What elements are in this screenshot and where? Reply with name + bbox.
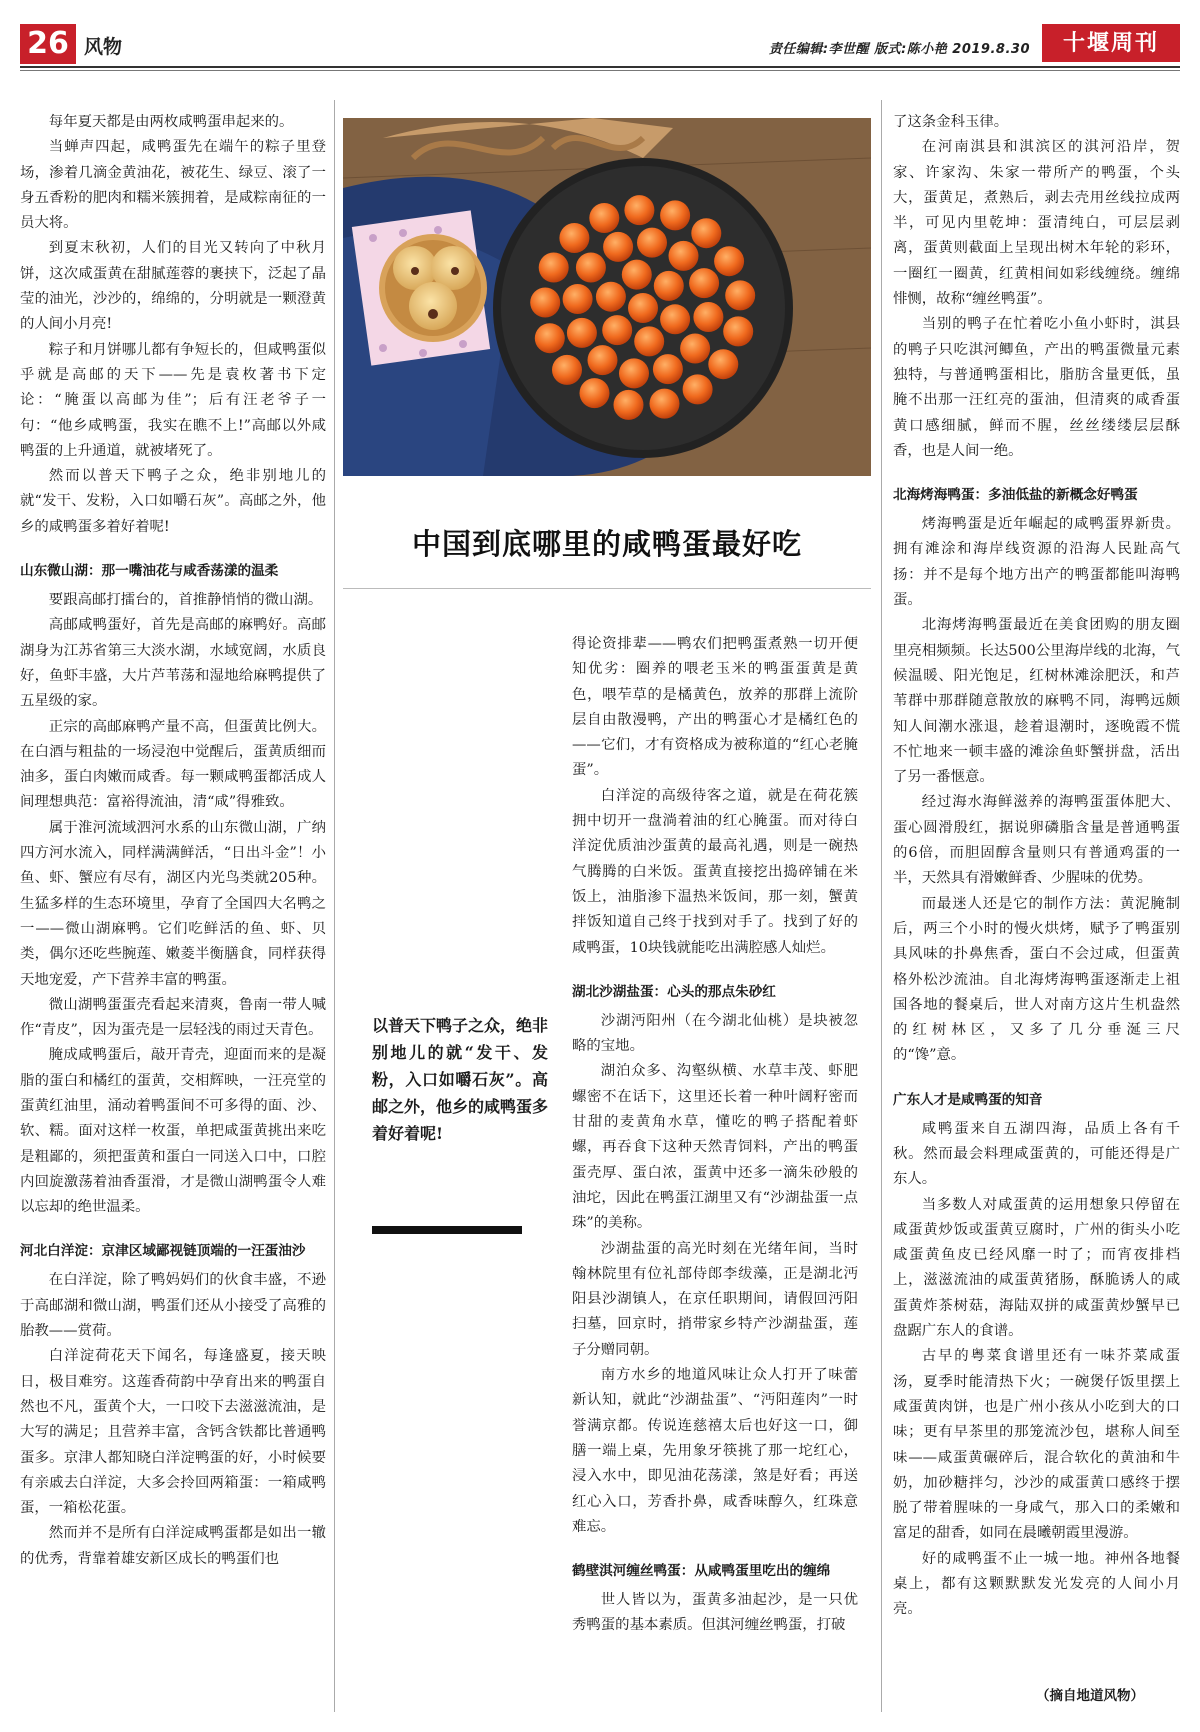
food-photo-illustration <box>343 118 871 476</box>
pull-quote-bar <box>372 1226 522 1234</box>
paragraph: 咸鸭蛋来自五湖四海，品质上各有千秋。然而最会料理咸蛋黄的，可能还得是广东人。 <box>893 1120 1180 1188</box>
egg-yolk <box>530 288 560 318</box>
egg-yolk <box>602 315 632 345</box>
column-divider <box>881 100 882 1712</box>
paragraph: 烤海鸭蛋是近年崛起的咸鸭蛋界新贵。拥有滩涂和海岸线资源的沿海人民趾高气扬：并不是每个地方出产的鸭蛋都能叫海鸭蛋。 <box>893 516 1180 609</box>
column-divider <box>334 100 335 1712</box>
paragraph: 了这条金科玉律。 <box>893 114 1009 130</box>
paragraph: 白洋淀的高级待客之道，就是在荷花簇拥中切开一盘淌着油的红心腌蛋。而对待白洋淀优质油沙蛋黄的最高礼遇，则是一碗热气腾腾的白米饭。蛋黄直接挖出捣碎铺在米饭上，油脂渗下温热米饭间，那一刻，蟹黄拌饭知道自己终于找到对手了。找到了好的咸鸭蛋，10块钱就能吃出满腔感人灿烂。 <box>572 787 858 956</box>
paragraph: 经过海水海鲜滋养的海鸭蛋蛋体肥大、蛋心圆滑殷红，据说卵磷脂含量是普通鸭蛋的6倍，而胆固醇含量则只有普通鸡蛋的一半，天然具有滑嫩鲜香、少腥味的优势。 <box>893 794 1180 887</box>
egg-yolk <box>589 203 619 233</box>
egg-yolk <box>654 271 684 301</box>
paragraph: 得论资排辈——鸭农们把鸭蛋煮熟一切开便知优劣：圈养的喂老玉米的鸭蛋蛋黄是黄色，喂苲草的是橘黄色，放养的那群上流阶层自由散漫鸭，产出的鸭蛋心才是橘红色的——它们，才有资格成为被称道的“红心老腌蛋”。 <box>572 636 858 779</box>
egg-yolk <box>539 253 569 283</box>
subheading-shahu: 湖北沙湖盐蛋：心头的那点朱砂红 <box>572 983 776 1000</box>
article-headline: 中国到底哪里的咸鸭蛋最好吃 <box>411 527 802 561</box>
egg-yolk <box>660 304 690 334</box>
egg-yolk <box>693 302 723 332</box>
paragraph: 白洋淀荷花天下闻名，每逢盛夏，接天映日，极目难穷。这莲香荷韵中孕育出来的鸭蛋自然也不凡，蛋黄个大，一口咬下去滋滋流油，是大写的满足；且营养丰富，含钙含铁都比普通鸭蛋多。京津人都知晓白洋淀鸭蛋的好，小时候要有亲戚去白洋淀，大多会拎回两箱蛋：一箱咸鸭蛋，一箱松花蛋。 <box>20 1348 326 1517</box>
paragraph: 正宗的高邮麻鸭产量不高，但蛋黄比例大。在白酒与粗盐的一场浸泡中觉醒后，蛋黄质细而油多，蛋白肉嫩而咸香。每一颗咸鸭蛋都活成人间理想典范：富裕得流油，清“咸”得雅致。 <box>20 718 326 811</box>
egg-yolk <box>622 260 652 290</box>
header-rule-thin <box>20 70 1180 71</box>
egg-yolk <box>708 349 738 379</box>
egg-yolk <box>714 246 744 276</box>
paragraph: 湖泊众多、沟壑纵横、水草丰茂、虾肥螺密不在话下，这里还长着一种叶阔籽密而甘甜的麦黄角水草，懂吃的鸭子搭配着虾螺，再吞食下这种天然青饲料，产出的鸭蛋蛋壳厚、蛋白浓，蛋黄中还多一滴朱砂般的油坨，因此在鸭蛋江湖里又有“沙湖盐蛋一点珠”的美称。 <box>572 1063 858 1232</box>
headline-rule <box>343 588 871 589</box>
subheading-guangdong: 广东人才是咸鸭蛋的知音 <box>893 1091 1043 1108</box>
paragraph: 当别的鸭子在忙着吃小鱼小虾时，淇县的鸭子只吃淇河鲫鱼，产出的鸭蛋微量元素独特，与普通鸭蛋相比，脂肪含量更低，虽腌不出那一汪红亮的蛋油，但清爽的咸香蛋黄口感细腻，鲜而不腥，丝丝缕缕层层酥香，也是人间一绝。 <box>893 316 1180 459</box>
egg-yolk <box>680 334 710 364</box>
egg-yolk <box>614 390 644 420</box>
column-middle <box>572 632 858 1639</box>
paragraph: 腌成咸鸭蛋后，敲开青壳，迎面而来的是凝脂的蛋白和橘红的蛋黄，交相辉映，一汪亮堂的蛋黄红油里，涌动着鸭蛋间不可多得的面、沙、软、糯。面对这样一枚蛋，单把咸蛋黄挑出来吃是粗鄙的，须把蛋黄和蛋白一同送入口中，口腔内回旋激荡着油香蛋滑，才是微山湖鸭蛋令人难以忘却的绝世温柔。 <box>20 1047 326 1216</box>
masthead-logo: 十堰周刊 <box>1042 24 1180 62</box>
editor-line: 责任编辑:李世醒 版式:陈小艳 2019.8.30 <box>768 42 1030 57</box>
page-number: 26 <box>20 24 76 64</box>
paragraph: 世人皆以为，蛋黄多油起沙，是一只优秀鸭蛋的基本素质。但淇河缠丝鸭蛋，打破 <box>572 1592 858 1634</box>
paragraph: 微山湖鸭蛋蛋壳看起来清爽，鲁南一带人喊作“青皮”，因为蛋壳是一层轻浅的雨过天青色。 <box>20 996 326 1039</box>
paragraph: 北海烤海鸭蛋最近在美食团购的朋友圈里亮相频频。长达500公里海岸线的北海，气候温暖、阳光饱足，红树林滩涂肥沃，和芦苇群中那群随意散放的麻鸭不同，海鸭远颇知人间潮水涨退，趁着退潮时，逐晚霞不慌不忙地来一顿丰盛的滩涂鱼虾蟹拼盘，活出了另一番惬意。 <box>893 617 1180 786</box>
egg-yolk <box>628 293 658 323</box>
egg-yolk <box>653 354 683 384</box>
paragraph: 属于淮河流域泗河水系的山东微山湖，广纳四方河水流入，同样满满鲜活，“日出斗金”！小鱼、虾、蟹应有尽有，湖区内光鸟类就205种。生猛多样的生态环境里，孕育了全国四大名鸭之一——微山湖麻鸭。它们吃鲜活的鱼、虾、贝类，偶尔还吃些腕莲、嫩菱半衡膳食，同样获得天地宠爱，产下营养丰富的鸭蛋。 <box>20 819 326 988</box>
paragraph: 好的咸鸭蛋不止一城一地。神州各地餐桌上，都有这颗默默发光发亮的人间小月亮。 <box>893 1550 1180 1618</box>
egg-yolk <box>725 280 755 310</box>
egg-yolk <box>660 200 690 230</box>
egg-yolk <box>552 355 582 385</box>
pull-quote: 以普天下鸭子之众，绝非别地儿的就“发干、发粉，入口如嚼石灰”。高邮之外，他乡的咸鸭蛋多着好着呢! <box>372 1016 549 1143</box>
page-header <box>20 24 1180 66</box>
egg-yolk <box>596 282 626 312</box>
paragraph: 当蝉声四起，咸鸭蛋先在端午的粽子里登场，渗着几滴金黄油花，被花生、绿豆、滚了一身五香粉的肥肉和糯米簇拥着，是咸粽南征的一员大将。 <box>20 139 326 232</box>
column-right <box>893 110 1180 1623</box>
egg-yolk <box>669 241 699 271</box>
subheading-beihai: 北海烤海鸭蛋：多油低盐的新概念好鸭蛋 <box>893 487 1138 504</box>
egg-yolk <box>683 374 713 404</box>
egg-yolk <box>723 316 753 346</box>
egg-yolk <box>634 326 664 356</box>
paragraph: 每年夏天都是由两枚咸鸭蛋串起来的。 <box>48 114 294 130</box>
header-rule <box>20 66 1180 68</box>
paragraph: 要跟高邮打擂台的，首推静悄悄的微山湖。 <box>48 592 323 609</box>
egg-yolk <box>619 358 649 388</box>
egg-yolk <box>559 223 589 253</box>
subheading-qihe: 鹤壁淇河缠丝鸭蛋：从咸鸭蛋里吃出的缠绵 <box>572 1563 831 1580</box>
section-name: 风物 <box>84 36 123 58</box>
salted-egg-yolk-photo <box>343 118 871 476</box>
egg-yolk <box>689 268 719 298</box>
paragraph: 然而以普天下鸭子之众，绝非别地儿的就“发干、发粉，入口如嚼石灰”。高邮之外，他乡的咸鸭蛋多着好着呢! <box>20 468 326 535</box>
egg-yolk <box>624 195 654 225</box>
egg-yolk <box>567 318 597 348</box>
paragraph: 沙湖沔阳州（在今湖北仙桃）是块被忽略的宝地。 <box>572 1012 858 1055</box>
egg-yolk <box>563 284 593 314</box>
egg-yolk <box>691 218 721 248</box>
egg-yolk <box>650 389 680 419</box>
egg-yolk <box>580 378 610 408</box>
egg-yolk <box>637 228 667 258</box>
paragraph: 沙湖盐蛋的高光时刻在光绪年间，当时翰林院里有位礼部侍郎李绂藻，正是湖北沔阳县沙湖镇人，在京任职期间，请假回沔阳扫墓，回京时，捎带家乡特产沙湖盐蛋，莲子分赠同朝。 <box>572 1240 858 1358</box>
paragraph: 在河南淇县和淇滨区的淇河沿岸，贺家、许家沟、朱家一带所产的鸭蛋，个头大，蛋黄足，煮熟后，剥去壳用丝线拉成两半，可见内里乾坤：蛋清纯白，可层层剥离，蛋黄则截面上呈现出树木年轮的彩环，一圈红一圈黄，红黄相间如彩线缠绕。缠绵悱恻，故称“缠丝鸭蛋”。 <box>893 139 1180 308</box>
source-note: （摘自地道风物） <box>1036 1688 1144 1704</box>
paragraph: 在白洋淀，除了鸭妈妈们的伙食丰盛，不逊于高邮湖和微山湖，鸭蛋们还从小接受了高雅的胎教——赏荷。 <box>20 1272 326 1340</box>
egg-yolk <box>603 232 633 262</box>
subheading-weishan: 山东微山湖：那一嘴油花与咸香荡漾的温柔 <box>20 563 279 580</box>
egg-yolk <box>535 323 565 353</box>
paragraph: 当多数人对咸蛋黄的运用想象只停留在咸蛋黄炒饭或蛋黄豆腐时，广州的街头小吃咸蛋黄鱼皮已经风靡一时了；而宵夜排档上，滋滋流油的咸蛋黄猪肠，酥脆诱人的咸蛋黄炸茶树菇，海陆双拼的咸蛋黄炒蟹早已盘踞广东人的食谱。 <box>893 1196 1180 1340</box>
paragraph: 古早的粤菜食谱里还有一味芥菜咸蛋汤，夏季时能清热下火；一碗煲仔饭里摆上咸蛋黄肉饼，也是广州小孩从小吃到大的口味；更有早茶里的那笼流沙包，堪称人间至味——咸蛋黄碾碎后，混合软化的黄油和牛奶，加砂糖拌匀，沙沙的咸蛋黄口感终于摆脱了带着腥味的一身咸气，那入口的柔嫩和富足的甜香，如同在晨曦朝霞里漫游。 <box>893 1348 1180 1542</box>
paragraph: 到夏末秋初，人们的目光又转向了中秋月饼，这次咸蛋黄在甜腻莲蓉的裹挟下，泛起了晶莹的油光，沙沙的，绵绵的，分明就是一颗澄黄的人间小月亮! <box>20 240 326 333</box>
subheading-baiyangdian: 河北白洋淀：京津区域鄙视链顶端的一汪蛋油沙 <box>20 1243 306 1260</box>
egg-yolk <box>588 345 618 375</box>
paragraph: 而最迷人还是它的制作方法：黄泥腌制后，两三个小时的慢火烘烤，赋予了鸭蛋别具风味的扑鼻焦香，蛋白不会过咸，但蛋黄格外松沙流油。自北海烤海鸭蛋逐渐走上祖国各地的餐桌后，世人对南方这片生机盎然的红树林区，又多了几分垂涎三尺的“馋”意。 <box>893 895 1180 1064</box>
paragraph: 南方水乡的地道风味让众人打开了味蕾新认知，就此“沙湖盐蛋”、“沔阳莲肉”一时誉满京都。传说连慈禧太后也好这一口，御膳一端上桌，先用象牙筷挑了那一坨红心，浸入水中，即见油花荡漾，煞是好看；再送红心入口，芳香扑鼻，咸香味醇久，红珠意难忘。 <box>572 1367 858 1535</box>
paragraph: 然而并不是所有白洋淀咸鸭蛋都是如出一辙的优秀，背靠着雄安新区成长的鸭蛋们也 <box>20 1525 326 1567</box>
egg-yolk <box>576 253 606 283</box>
paragraph: 高邮咸鸭蛋好，首先是高邮的麻鸭好。高邮湖身为江苏省第三大淡水湖，水域宽阔，水质良好，鱼虾丰盛，大片芦苇荡和湿地给麻鸭提供了五星级的家。 <box>20 617 326 710</box>
paragraph: 粽子和月饼哪儿都有争短长的，但咸鸭蛋似乎就是高邮的天下——先是袁枚著书下定论：“腌蛋以高邮为佳”；后有汪老爷子一句：“他乡咸鸭蛋，我实在瞧不上!”高邮以外咸鸭蛋的上升通道，就被堵死了。 <box>20 341 326 459</box>
column-left <box>20 110 326 1572</box>
